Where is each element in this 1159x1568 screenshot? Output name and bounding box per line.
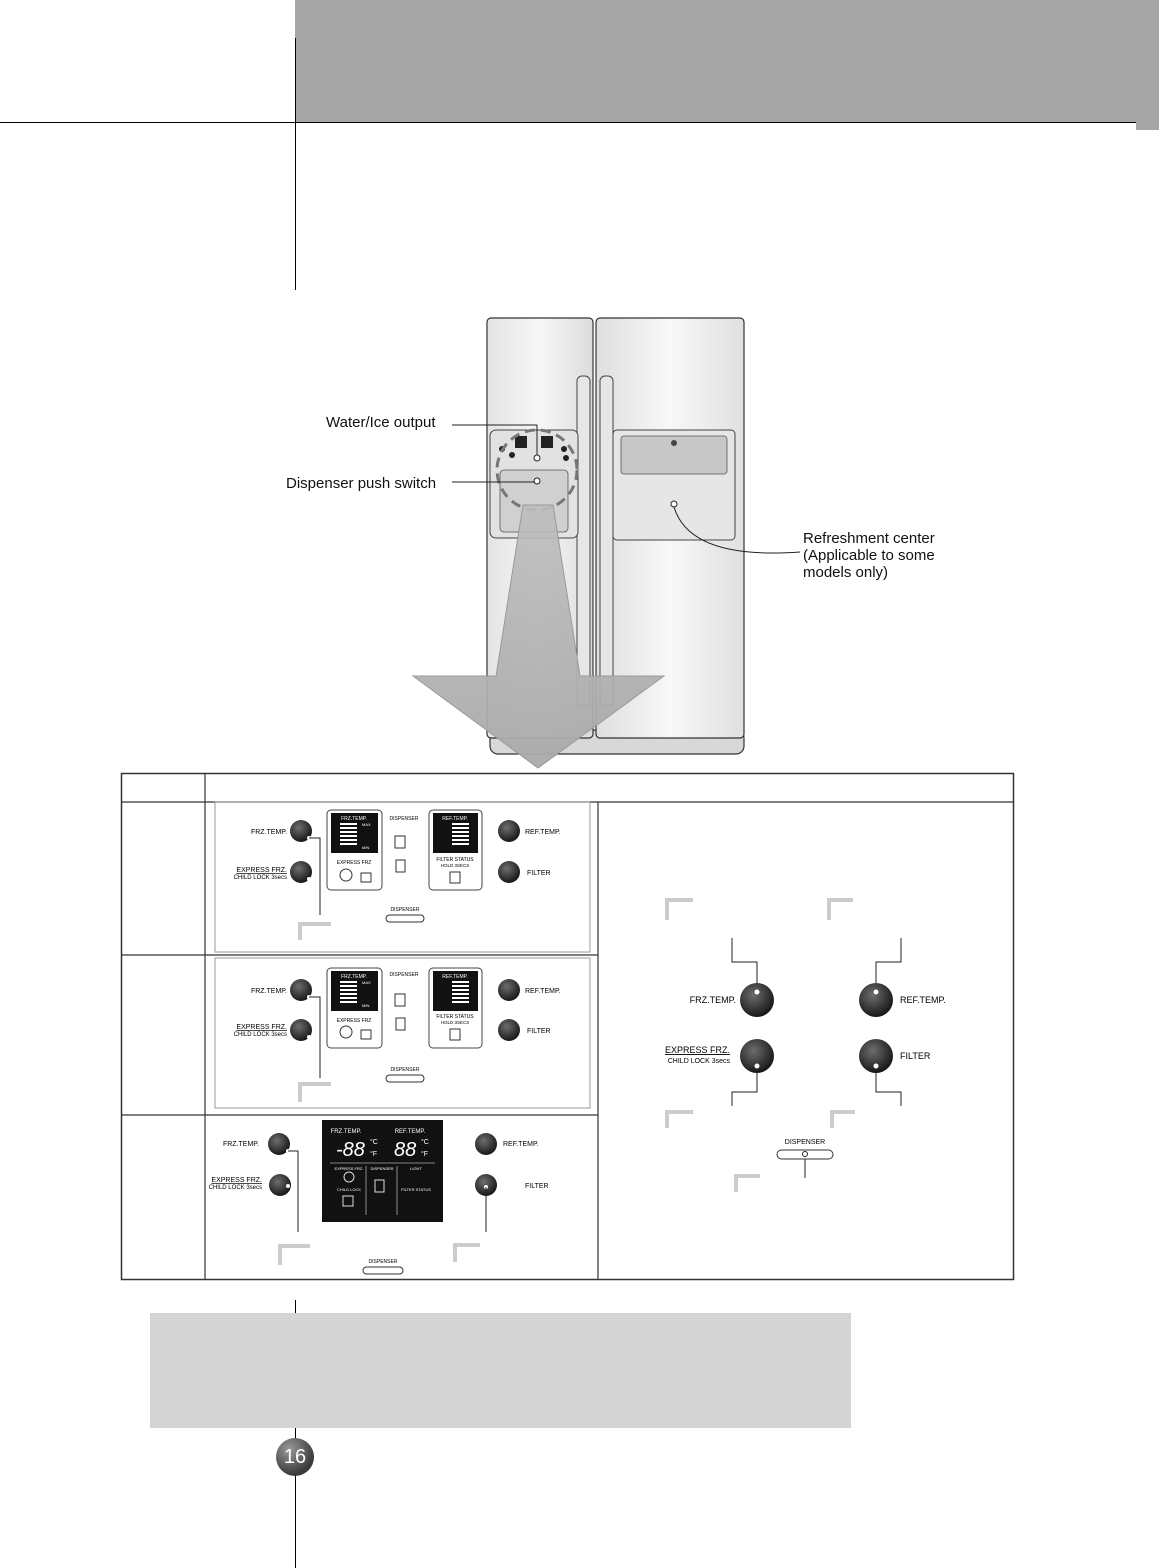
panel-c-light-label: LIGHT (410, 1166, 422, 1171)
refreshment-center-label (803, 530, 935, 581)
panel-c-child-lock: CHILD LOCK 3secs (208, 1185, 262, 1191)
panel-a-display-express: EXPRESS FRZ (336, 860, 372, 866)
panel-c-filter: FILTER (525, 1183, 549, 1190)
filter-button-b (498, 1019, 520, 1041)
panel-b-ref-temp: REF.TEMP. (525, 988, 561, 995)
detail-express-frz-label: EXPRESS FRZ. (664, 1045, 730, 1055)
detail-ref-temp-label: REF.TEMP. (900, 995, 946, 1005)
panel-b-filter: FILTER (527, 1028, 551, 1035)
detail-child-lock-label: CHILD LOCK 3secs (667, 1058, 730, 1065)
control-panel-table (0, 760, 1159, 1290)
panel-a-frz-temp: FRZ.TEMP. (250, 829, 287, 836)
panel-c-unit-c-ref: °C (421, 1139, 429, 1146)
filter-button-a (498, 861, 520, 883)
panel-c-child-lock-label: CHILD LOCK (336, 1187, 362, 1192)
panel-c-unit-f-frz: °F (370, 1151, 378, 1158)
panel-b-express-frz: EXPRESS FRZ. (236, 1024, 287, 1031)
panel-a-filter: FILTER (527, 870, 551, 877)
water-ice-output-label: Water/Ice output (326, 414, 436, 431)
panel-c-filter-status-label: FILTER STATUS (401, 1187, 431, 1192)
panel-b-filter-status: FILTER STATUS (436, 1014, 474, 1020)
panel-c-disp-frz: FRZ.TEMP. (330, 1129, 362, 1135)
panel-b-display-min: MIN (362, 1003, 370, 1008)
ref-temp-button-b (498, 979, 520, 1001)
panel-c-seg-ref: 88 (394, 1139, 417, 1161)
panel-a-display-max: MAX (362, 822, 371, 827)
panel-c-express-frz: EXPRESS FRZ. (211, 1177, 262, 1184)
panel-a-child-lock: CHILD LOCK 3secs (233, 875, 287, 881)
detail-filter-label: FILTER (900, 1051, 931, 1061)
panel-c-frz-temp: FRZ.TEMP. (222, 1141, 259, 1148)
panel-a-hold: HOLD 3SECS (440, 863, 470, 868)
detail-frz-temp-button (740, 983, 774, 1017)
ref-temp-button-a (498, 820, 520, 842)
refreshment-center-line-3: models only) (803, 564, 889, 581)
panel-b-display-max: MAX (362, 980, 371, 985)
panel-b-display-frz-title: FRZ.TEMP. (341, 974, 367, 980)
panel-a-filter-status: FILTER STATUS (436, 857, 474, 863)
panel-c-unit-c-frz: °C (370, 1139, 378, 1146)
panel-c-seg-frz: -88 (336, 1139, 365, 1161)
refreshment-center-line-1: Refreshment center (803, 530, 935, 547)
dispenser-push-switch-label: Dispenser push switch (286, 475, 437, 492)
fridge-illustration (0, 0, 1159, 780)
panel-a-display-frz-title: FRZ.TEMP. (341, 816, 367, 822)
panel-c-dispenser-label: DISPENSER (370, 1166, 394, 1171)
panel-c-unit-f-ref: °F (421, 1151, 429, 1158)
refreshment-center-line-2: (Applicable to some (803, 547, 935, 564)
panel-b-child-lock: CHILD LOCK 3secs (233, 1032, 287, 1038)
panel-a-display-ref-title: REF.TEMP. (442, 816, 468, 822)
panel-c-ref-temp: REF.TEMP. (503, 1141, 539, 1148)
panel-a-ref-temp: REF.TEMP. (525, 829, 561, 836)
panel-a-display-min: MIN (362, 845, 370, 850)
fridge-handle (600, 376, 613, 706)
page-number: 16 (276, 1438, 314, 1476)
freezer-handle (577, 376, 590, 706)
panel-c-dispenser-bottom: DISPENSER (368, 1259, 398, 1265)
panel-a-express-frz: EXPRESS FRZ. (236, 867, 287, 874)
panel-c (268, 1120, 497, 1274)
panel-a-dispenser-top: DISPENSER (389, 816, 419, 822)
ref-temp-button-c (475, 1133, 497, 1155)
note-box (150, 1313, 851, 1428)
detail-ref-temp-button (859, 983, 893, 1017)
panel-b-display-express: EXPRESS FRZ (336, 1018, 372, 1024)
detail-dispenser-label: DISPENSER (784, 1139, 826, 1146)
panel-b-display-ref-title: REF.TEMP. (442, 974, 468, 980)
panel-c-express-label: EXPRESS FRZ. (334, 1166, 364, 1171)
panel-a-dispenser-bottom: DISPENSER (390, 907, 420, 913)
detail-frz-temp-label: FRZ.TEMP. (689, 995, 736, 1005)
panel-b-frz-temp: FRZ.TEMP. (250, 988, 287, 995)
panel-b-dispenser-bottom: DISPENSER (390, 1067, 420, 1073)
panel-c-disp-ref: REF.TEMP. (394, 1129, 426, 1135)
panel-c-lcd (322, 1120, 443, 1222)
panel-b-dispenser-top: DISPENSER (389, 972, 419, 978)
panel-b-hold: HOLD 3SECS (440, 1020, 470, 1025)
